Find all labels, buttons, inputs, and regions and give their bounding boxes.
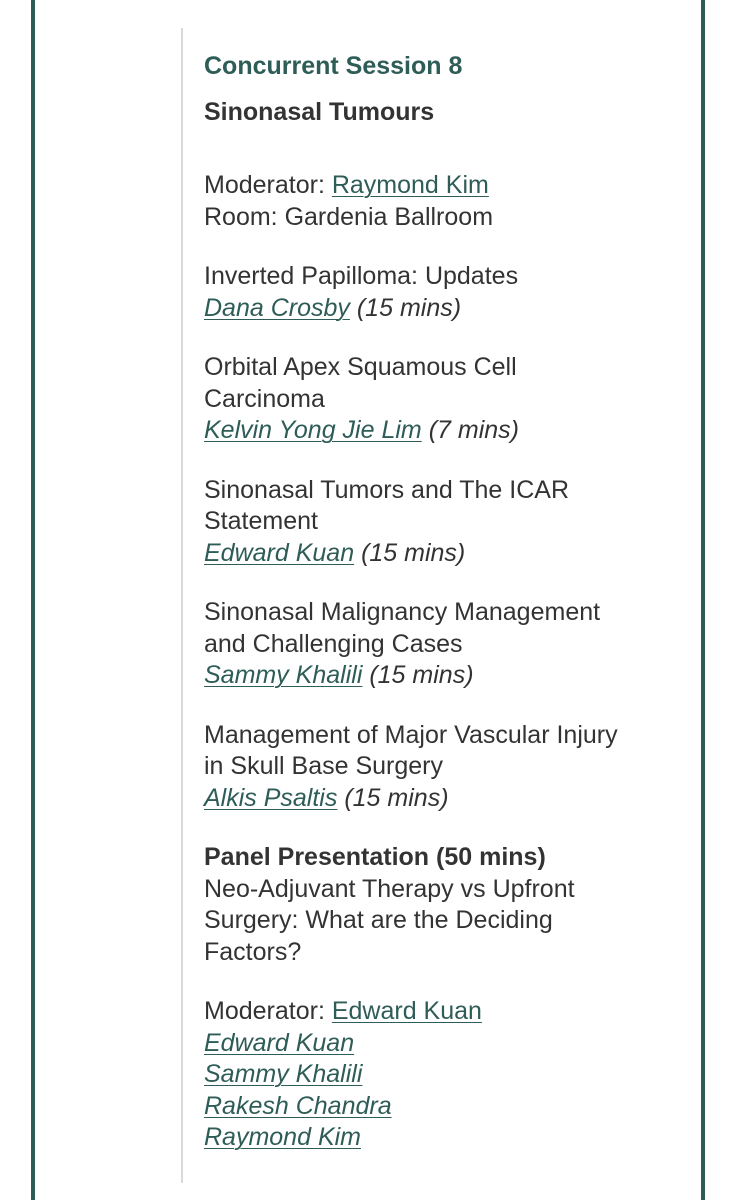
room-text: Room: Gardenia Ballroom (204, 202, 494, 231)
panelist-link[interactable]: Rakesh Chandra (204, 1091, 392, 1120)
panelist-item (204, 1059, 684, 1091)
panelist-item (204, 1028, 684, 1060)
speaker-link[interactable]: Kelvin Yong Jie Lim (204, 416, 422, 444)
talk-item (204, 261, 684, 324)
talk-item (204, 597, 684, 692)
talk-speaker-line (204, 538, 684, 570)
talk-duration: (7 mins) (428, 416, 519, 444)
session-info (204, 170, 684, 233)
talk-title: in Skull Base Surgery (204, 752, 444, 780)
session-title: Sinonasal Tumours (204, 98, 435, 126)
talk-speaker-line (204, 660, 684, 692)
talk-title: Sinonasal Malignancy Management (204, 598, 601, 626)
talk-title: Statement (204, 507, 318, 535)
panel-title: Factors? (204, 937, 302, 966)
talk-title: and Challenging Cases (204, 629, 463, 658)
panel-people (204, 996, 684, 1154)
panelist-link[interactable]: Edward Kuan (204, 1028, 355, 1057)
talk-duration: (15 mins) (344, 783, 449, 812)
talk-duration: (15 mins) (369, 661, 474, 689)
session-content (204, 48, 684, 1154)
talk-speaker-line (204, 293, 684, 325)
panelist-link[interactable]: Raymond Kim (204, 1123, 361, 1151)
moderator-label: Moderator: (204, 171, 325, 199)
speaker-link[interactable]: Edward Kuan (204, 538, 355, 567)
session-label: Concurrent Session 8 (204, 52, 463, 80)
panel-moderator-line (204, 996, 684, 1028)
panel-item (204, 842, 684, 968)
talk-title: Management of Major Vascular Injury (204, 720, 618, 749)
moderator-line (204, 170, 684, 202)
talk-duration: (15 mins) (356, 293, 462, 322)
speaker-link[interactable]: Dana Crosby (204, 293, 350, 322)
panel-title: Neo-Adjuvant Therapy vs Upfront (204, 874, 575, 903)
talk-item (204, 475, 684, 570)
talk-item (204, 720, 684, 815)
talk-title: Carcinoma (204, 384, 325, 413)
speaker-link[interactable]: Alkis Psaltis (204, 783, 338, 812)
moderator-label: Moderator: (204, 997, 325, 1025)
vertical-divider (181, 28, 183, 1183)
talk-duration: (15 mins) (361, 538, 466, 567)
talk-title: Orbital Apex Squamous Cell (204, 353, 517, 381)
speaker-link[interactable]: Sammy Khalili (204, 661, 363, 689)
panelist-link[interactable]: Sammy Khalili (204, 1060, 363, 1088)
moderator-link[interactable]: Raymond Kim (331, 171, 489, 199)
talk-title: Sinonasal Tumors and The ICAR (204, 475, 570, 504)
panel-moderator-link[interactable]: Edward Kuan (331, 997, 482, 1025)
panelist-item (204, 1122, 684, 1154)
panel-title: Surgery: What are the Deciding (204, 906, 553, 934)
talk-speaker-line (204, 783, 684, 815)
panel-heading: Panel Presentation (50 mins) (204, 843, 546, 871)
talk-title: Inverted Papilloma: Updates (204, 262, 519, 290)
panelist-item (204, 1091, 684, 1123)
talk-item (204, 352, 684, 447)
talk-speaker-line (204, 415, 684, 447)
